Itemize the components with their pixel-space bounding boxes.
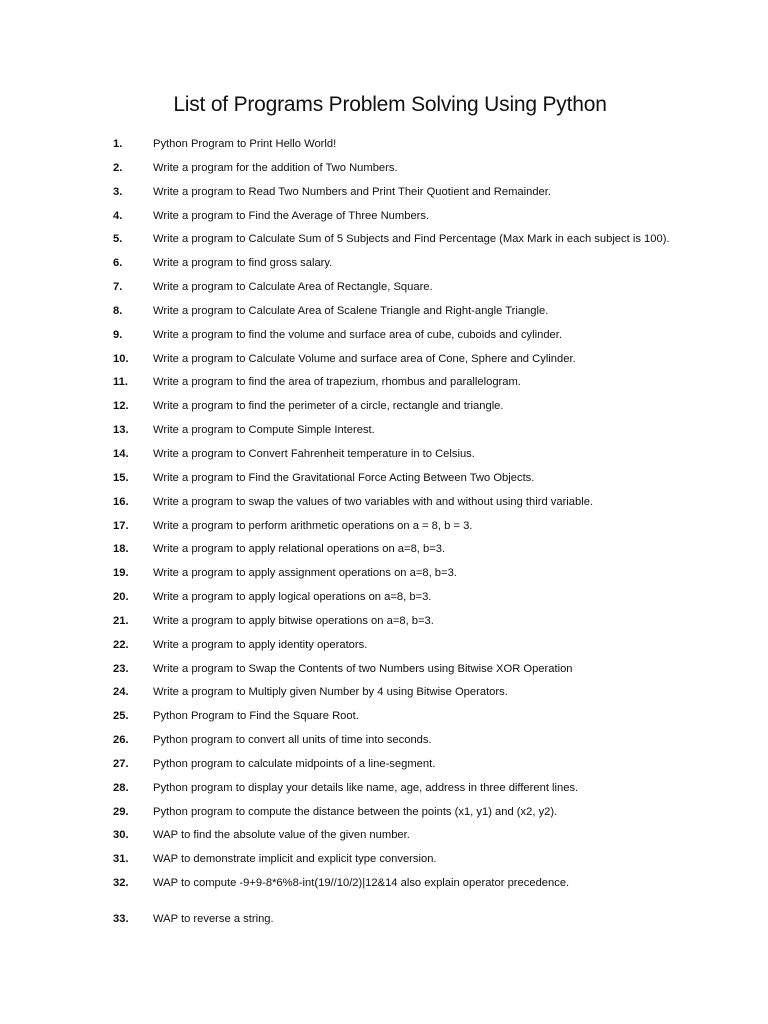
list-item-text: Python program to calculate midpoints of a line-segment. (153, 757, 436, 770)
list-item-text: Write a program to swap the values of two variables with and without using third variable. (153, 495, 594, 508)
list-item (0, 659, 768, 683)
list-item-number: 3. (113, 185, 123, 198)
list-item-text: Write a program to find gross salary. (153, 257, 333, 270)
list-item-number: 15. (113, 471, 129, 484)
list-item (0, 349, 768, 373)
list-item-number: 28. (113, 781, 129, 794)
list-item (0, 825, 768, 849)
list-item (0, 396, 768, 420)
list-item (0, 229, 768, 253)
list-item-text: Write a program to Calculate Area of Scalene Triangle and Right-angle Triangle. (153, 304, 549, 317)
list-item-number: 23. (113, 662, 129, 675)
list-item (0, 182, 768, 206)
list-item-number: 13. (113, 424, 129, 437)
list-item-text: Python Program to Print Hello World! (153, 138, 337, 150)
list-item-text: WAP to compute -9+9-8*6%8-int(19//10/2)|12&14 also explain operator precedence. (153, 877, 570, 890)
list-item-text: Write a program to Compute Simple Interest. (153, 424, 375, 437)
list-item-text: Write a program to apply logical operations on a=8, b=3. (153, 591, 432, 604)
list-item (0, 802, 768, 826)
list-item-number: 30. (113, 829, 129, 842)
list-item-text: Write a program to Calculate Area of Rectangle, Square. (153, 281, 433, 294)
list-item (0, 611, 768, 635)
list-item-number: 9. (113, 328, 123, 341)
list-item-number: 22. (113, 638, 129, 651)
list-item-number: 11. (113, 376, 128, 389)
list-item-number: 7. (113, 281, 123, 294)
list-item (0, 635, 768, 659)
list-item (0, 206, 768, 230)
list-item (0, 539, 768, 563)
list-item-number: 1. (113, 138, 123, 150)
list-item-number: 10. (113, 352, 129, 365)
list-item-number: 25. (113, 710, 129, 723)
list-item (0, 420, 768, 444)
list-item (0, 730, 768, 754)
list-item (0, 516, 768, 540)
list-item-number: 29. (113, 805, 129, 818)
list-item-number: 12. (113, 400, 129, 413)
list-item (0, 754, 768, 778)
list-item-text: Python Program to Find the Square Root. (153, 710, 359, 723)
list-item-text: Write a program to Find the Gravitational Force Acting Between Two Objects. (153, 471, 535, 484)
list-item (0, 778, 768, 802)
list-item-text: Write a program to Find the Average of Three Numbers. (153, 209, 430, 222)
list-item-text: Write a program to find the area of trapezium, rhombus and parallelogram. (153, 376, 521, 389)
list-item-number: 24. (113, 686, 129, 699)
list-item-number: 6. (113, 257, 123, 270)
page-title: List of Programs Problem Solving Using Python (173, 93, 607, 116)
list-item-text: Python program to compute the distance between the points (x1, y1) and (x2, y2). (153, 805, 558, 818)
list-item-text: Write a program to apply bitwise operations on a=8, b=3. (153, 614, 434, 627)
list-item-number: 32. (113, 877, 129, 890)
list-item-number: 26. (113, 734, 129, 747)
list-item (0, 134, 768, 158)
list-item (0, 301, 768, 325)
list-item (0, 587, 768, 611)
list-item-number: 14. (113, 447, 129, 460)
list-item-number: 8. (113, 304, 123, 317)
list-item-text: Write a program to find the volume and surface area of cube, cuboids and cylinder. (153, 328, 562, 341)
list-item (0, 158, 768, 182)
list-item-text: Write a program to perform arithmetic operations on a = 8, b = 3. (153, 519, 473, 532)
list-item-number: 20. (113, 591, 129, 604)
list-item (0, 706, 768, 730)
list-item-text: WAP to demonstrate implicit and explicit type conversion. (153, 853, 437, 866)
list-item-text: Write a program to apply identity operators. (153, 638, 368, 651)
list-item-text: Python program to display your details like name, age, address in three different lines. (153, 781, 579, 794)
list-item-number: 17. (113, 519, 129, 532)
list-item-text: Write a program to Swap the Contents of two Numbers using Bitwise XOR Operation (153, 662, 573, 675)
list-item-text: Write a program to Read Two Numbers and Print Their Quotient and Remainder. (153, 185, 551, 198)
list-item (0, 253, 768, 277)
list-item-number: 21. (113, 614, 129, 627)
list-item-number: 19. (113, 567, 129, 580)
list-item-number: 31. (113, 853, 129, 866)
list-item (0, 444, 768, 468)
program-list (0, 134, 768, 933)
list-item-number: 4. (113, 209, 123, 222)
list-item-number: 16. (113, 495, 129, 508)
list-item (0, 277, 768, 301)
list-item (0, 682, 768, 706)
list-item-text: Write a program to find the perimeter of a circle, rectangle and triangle. (153, 400, 504, 413)
list-item (0, 325, 768, 349)
list-item (0, 873, 768, 897)
list-item-text: Write a program to Convert Fahrenheit temperature in to Celsius. (153, 447, 475, 460)
list-item-number: 5. (113, 233, 123, 246)
list-item-text: Write a program to apply assignment operations on a=8, b=3. (153, 567, 457, 580)
list-item-text: Write a program to apply relational operations on a=8, b=3. (153, 543, 446, 556)
list-item (0, 909, 768, 933)
list-item (0, 849, 768, 873)
list-item (0, 372, 768, 396)
list-item-text: Write a program for the addition of Two Numbers. (153, 161, 398, 174)
list-item-text: Write a program to Multiply given Number by 4 using Bitwise Operators. (153, 686, 508, 699)
list-item (0, 492, 768, 516)
list-item (0, 468, 768, 492)
list-item-number: 2. (113, 161, 123, 174)
list-item-text: Python program to convert all units of time into seconds. (153, 734, 432, 747)
list-item-number: 18. (113, 543, 129, 556)
list-item (0, 563, 768, 587)
list-item-text: Write a program to Calculate Volume and surface area of Cone, Sphere and Cylinder. (153, 352, 576, 365)
list-item-text: Write a program to Calculate Sum of 5 Subjects and Find Percentage (Max Mark in each subject is 100). (153, 233, 670, 246)
list-item-number: 27. (113, 757, 129, 770)
list-item-number: 33. (113, 913, 129, 925)
list-item-text: WAP to reverse a string. (153, 913, 274, 925)
list-item-text: WAP to find the absolute value of the given number. (153, 829, 410, 842)
